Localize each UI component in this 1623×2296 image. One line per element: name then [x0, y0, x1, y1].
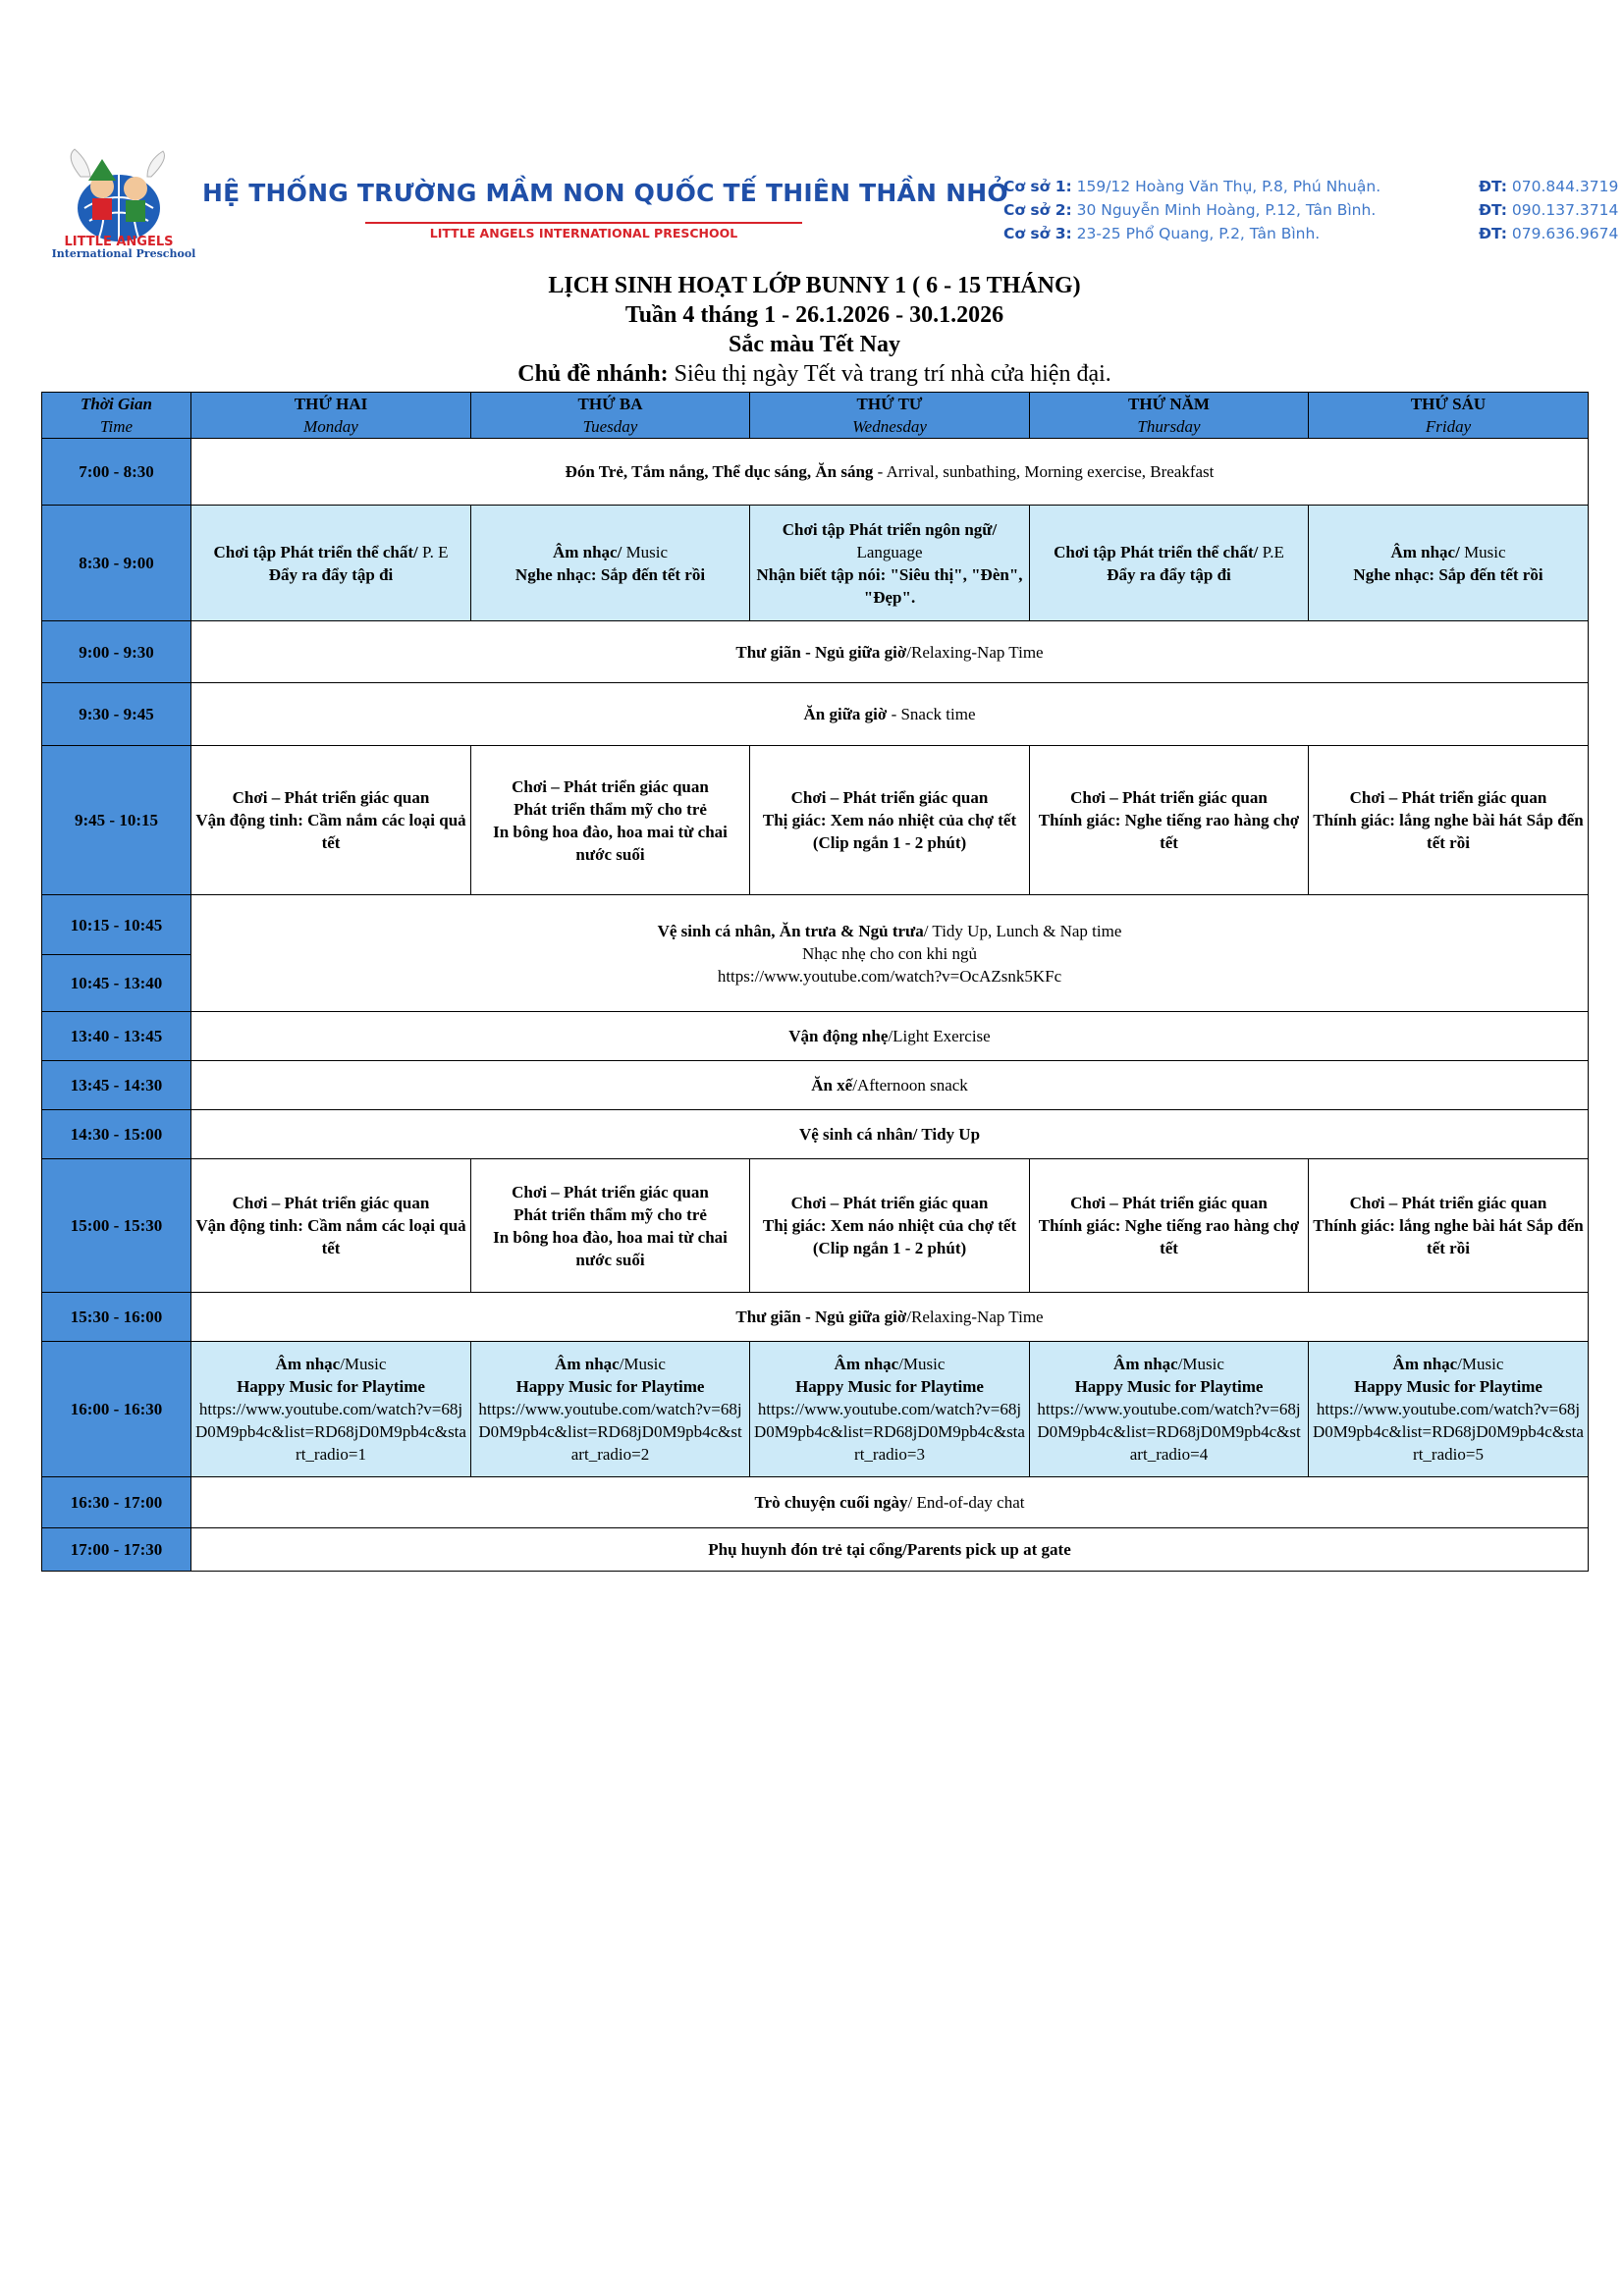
activity-cell-friday: Chơi – Phát triển giác quan Thính giác: lắng nghe bài hát Sắp đến tết rồi [1309, 746, 1589, 895]
logo-caption: International Preschool [51, 247, 196, 260]
activity-cell-monday: Âm nhạc/Music Happy Music for Playtime https://www.youtube.com/watch?v=68jD0M9pb4c&list=RD68jD0M9pb4c&start_radio=1 [191, 1342, 471, 1477]
time-cell: 16:00 - 16:30 [42, 1342, 191, 1477]
time-cell: 8:30 - 9:00 [42, 506, 191, 621]
activity-cell: Vận động nhẹ/Light Exercise [191, 1012, 1589, 1061]
svg-text:LITTLE ANGELS: LITTLE ANGELS [64, 235, 174, 249]
col-monday: THỨ HAI Monday [191, 393, 471, 439]
table-row [42, 1061, 1589, 1110]
campus-list [1003, 175, 1380, 245]
activity-cell: Trò chuyện cuối ngày/ End-of-day chat [191, 1477, 1589, 1528]
time-cell: 16:30 - 17:00 [42, 1477, 191, 1528]
activity-cell-wednesday: Chơi tập Phát triển ngôn ngữ/ Language Nhận biết tập nói: "Siêu thị", "Đèn", "Đẹp". [750, 506, 1030, 621]
table-row [42, 1012, 1589, 1061]
schedule-week: Tuần 4 tháng 1 - 26.1.2026 - 30.1.2026 [624, 302, 1004, 328]
table-row [42, 1110, 1589, 1159]
activity-cell-tuesday: Chơi – Phát triển giác quan Phát triển thẩm mỹ cho trẻ In bông hoa đào, hoa mai từ chai nước suối [471, 746, 750, 895]
table-row [42, 1528, 1589, 1572]
table-row [42, 895, 1589, 955]
col-time: Thời Gian Time [42, 393, 191, 439]
activity-cell-thursday: Chơi tập Phát triển thể chất/ P.E Đẩy ra đẩy tập đi [1030, 506, 1309, 621]
phone-list [1479, 175, 1618, 245]
header-row [42, 393, 1589, 439]
phone-3: ĐT: 079.636.9674 [1479, 225, 1619, 242]
activity-cell: Đón Trẻ, Tắm nắng, Thể dục sáng, Ăn sáng - Arrival, sunbathing, Morning exercise, Breakfast [191, 439, 1589, 506]
time-cell: 10:45 - 13:40 [42, 955, 191, 1012]
table-row [42, 1293, 1589, 1342]
school-logo [45, 147, 196, 263]
activity-cell-monday: Chơi tập Phát triển thể chất/ P. E Đẩy ra đẩy tập đi [191, 506, 471, 621]
time-cell: 13:45 - 14:30 [42, 1061, 191, 1110]
activity-cell: Vệ sinh cá nhân/ Tidy Up [191, 1110, 1589, 1159]
activity-cell: Phụ huynh đón trẻ tại cổng/Parents pick up at gate [191, 1528, 1589, 1572]
campus-1: Cơ sở 1: 159/12 Hoàng Văn Thụ, P.8, Phú Nhuận. [1003, 178, 1381, 195]
col-friday: THỨ SÁU Friday [1309, 393, 1589, 439]
activity-cell: Thư giãn - Ngủ giữa giờ/Relaxing-Nap Time [191, 1293, 1589, 1342]
activity-cell-thursday: Chơi – Phát triển giác quan Thính giác: Nghe tiếng rao hàng chợ tết [1030, 1159, 1309, 1293]
table-row [42, 1342, 1589, 1477]
col-tuesday: THỨ BA Tuesday [471, 393, 750, 439]
time-cell: 10:15 - 10:45 [42, 895, 191, 955]
activity-cell: Ăn xế/Afternoon snack [191, 1061, 1589, 1110]
table-row [42, 621, 1589, 683]
time-cell: 7:00 - 8:30 [42, 439, 191, 506]
table-row [42, 1477, 1589, 1528]
activity-cell-tuesday: Âm nhạc/Music Happy Music for Playtime https://www.youtube.com/watch?v=68jD0M9pb4c&list=RD68jD0M9pb4c&start_radio=2 [471, 1342, 750, 1477]
schedule-title: LỊCH SINH HOẠT LỚP BUNNY 1 ( 6 - 15 THÁNG) [548, 273, 1081, 298]
table-row [42, 1159, 1589, 1293]
activity-cell-friday: Âm nhạc/Music Happy Music for Playtime https://www.youtube.com/watch?v=68jD0M9pb4c&list=RD68jD0M9pb4c&start_radio=5 [1309, 1342, 1589, 1477]
school-name-underline [365, 222, 802, 224]
schedule-theme: Sắc màu Tết Nay [729, 332, 900, 357]
activity-cell-friday: Chơi – Phát triển giác quan Thính giác: lắng nghe bài hát Sắp đến tết rồi [1309, 1159, 1589, 1293]
time-cell: 9:30 - 9:45 [42, 683, 191, 746]
time-cell: 9:00 - 9:30 [42, 621, 191, 683]
table-row [42, 683, 1589, 746]
time-cell: 9:45 - 10:15 [42, 746, 191, 895]
activity-cell-wednesday: Âm nhạc/Music Happy Music for Playtime https://www.youtube.com/watch?v=68jD0M9pb4c&list=RD68jD0M9pb4c&start_radio=3 [750, 1342, 1030, 1477]
little-angels-logo-icon [45, 147, 192, 250]
time-cell: 15:30 - 16:00 [42, 1293, 191, 1342]
campus-2: Cơ sở 2: 30 Nguyễn Minh Hoàng, P.12, Tân Bình. [1003, 201, 1377, 219]
campus-3: Cơ sở 3: 23-25 Phổ Quang, P.2, Tân Bình. [1003, 225, 1321, 242]
topic-text: Siêu thị ngày Tết và trang trí nhà cửa hiện đại. [668, 361, 1111, 387]
activity-cell-friday: Âm nhạc/ Music Nghe nhạc: Sắp đến tết rồi [1309, 506, 1589, 621]
topic-label: Chủ đề nhánh: [517, 361, 669, 387]
activity-cell: Thư giãn - Ngủ giữa giờ/Relaxing-Nap Time [191, 621, 1589, 683]
schedule-table [41, 392, 1589, 1572]
table-row [42, 439, 1589, 506]
activity-cell-wednesday: Chơi – Phát triển giác quan Thị giác: Xem náo nhiệt của chợ tết (Clip ngắn 1 - 2 phút) [750, 1159, 1030, 1293]
activity-cell-thursday: Chơi – Phát triển giác quan Thính giác: Nghe tiếng rao hàng chợ tết [1030, 746, 1309, 895]
activity-cell-monday: Chơi – Phát triển giác quan Vận động tinh: Cầm nắm các loại quả tết [191, 746, 471, 895]
school-english-name: LITTLE ANGELS INTERNATIONAL PRESCHOOL [429, 226, 738, 240]
school-header [41, 147, 1619, 260]
school-name: HỆ THỐNG TRƯỜNG MẦM NON QUỐC TẾ THIÊN THẦN NHỎ [202, 179, 1008, 207]
activity-cell-tuesday: Âm nhạc/ Music Nghe nhạc: Sắp đến tết rồi [471, 506, 750, 621]
activity-cell-tuesday: Chơi – Phát triển giác quan Phát triển thẩm mỹ cho trẻ In bông hoa đào, hoa mai từ chai nước suối [471, 1159, 750, 1293]
activity-cell: Vệ sinh cá nhân, Ăn trưa & Ngủ trưa/ Tidy Up, Lunch & Nap time Nhạc nhẹ cho con khi ngủ https://www.youtube.com/watch?v=OcAZsnk5KFc [191, 895, 1589, 1012]
col-wednesday: THỨ TƯ Wednesday [750, 393, 1030, 439]
activity-cell-thursday: Âm nhạc/Music Happy Music for Playtime https://www.youtube.com/watch?v=68jD0M9pb4c&list=RD68jD0M9pb4c&start_radio=4 [1030, 1342, 1309, 1477]
phone-2: ĐT: 090.137.3714 [1479, 201, 1619, 219]
time-cell: 14:30 - 15:00 [42, 1110, 191, 1159]
table-row [42, 506, 1589, 621]
table-row [42, 746, 1589, 895]
time-cell: 17:00 - 17:30 [42, 1528, 191, 1572]
activity-cell: Ăn giữa giờ - Snack time [191, 683, 1589, 746]
schedule-titles [41, 271, 1588, 389]
activity-cell-monday: Chơi – Phát triển giác quan Vận động tinh: Cầm nắm các loại quả tết [191, 1159, 471, 1293]
activity-cell-wednesday: Chơi – Phát triển giác quan Thị giác: Xem náo nhiệt của chợ tết (Clip ngắn 1 - 2 phút) [750, 746, 1030, 895]
time-cell: 15:00 - 15:30 [42, 1159, 191, 1293]
schedule-topic [41, 359, 1588, 389]
time-cell: 13:40 - 13:45 [42, 1012, 191, 1061]
phone-1: ĐT: 070.844.3719 [1479, 178, 1619, 195]
col-thursday: THỨ NĂM Thursday [1030, 393, 1309, 439]
